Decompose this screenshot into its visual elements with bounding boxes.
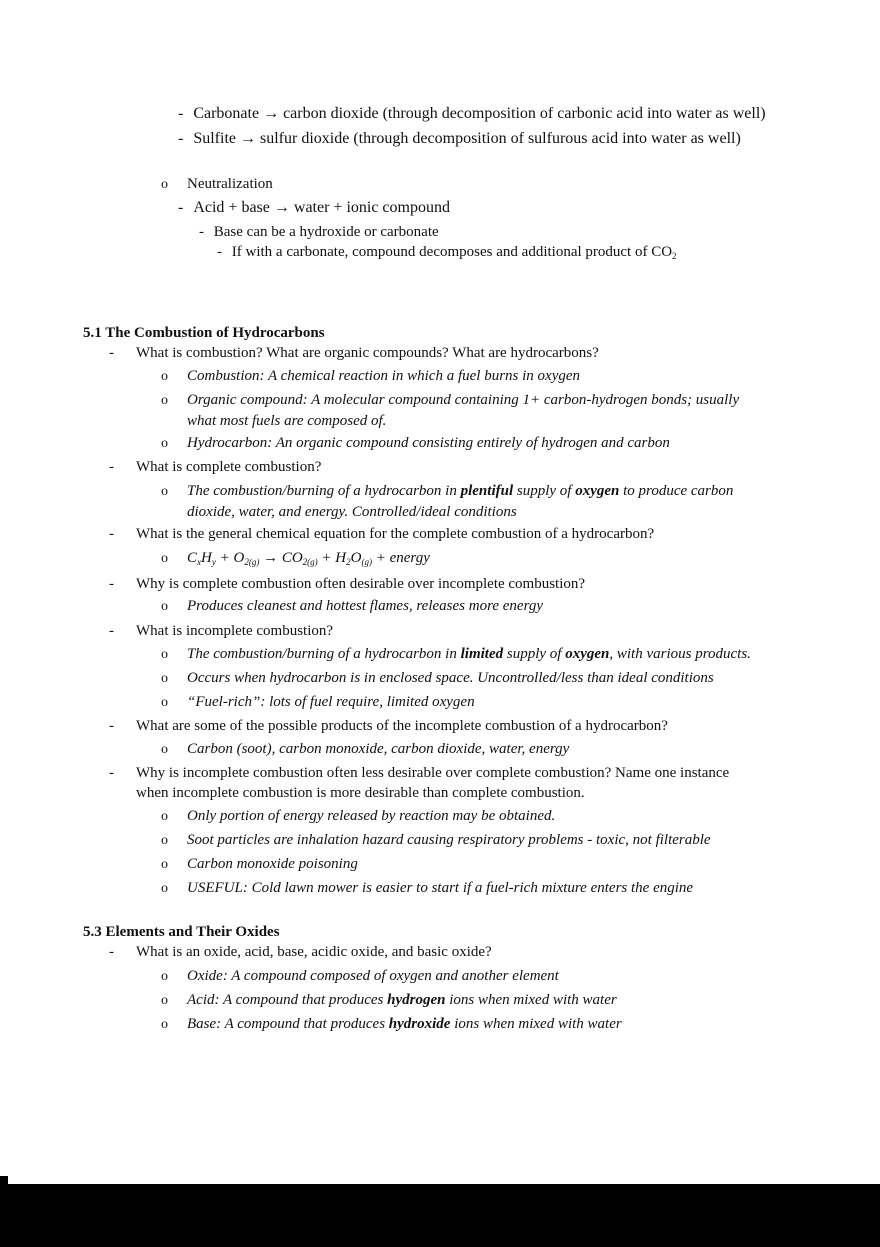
neutralization-sub2 [199,222,439,242]
question-oxide: What is an oxide, acid, base, acidic oxide, and basic oxide? [136,944,492,960]
dash-marker: - [199,224,204,240]
sulfite-text: Sulfite → sulfur dioxide (through decomposition of sulfurous acid into water as well) [193,130,741,147]
question-5: What is incomplete combustion? [136,623,334,639]
question-1: What is combustion? What are organic compounds? What are hydrocarbons? [136,345,599,361]
dash-marker: - [109,718,114,734]
bold-oxygen: oxygen [575,483,620,499]
circle-bullet-icon: o [161,742,168,757]
text: The combustion/burning of a hydrocarbon in [187,646,461,662]
subscript: 2 [672,251,677,261]
dash-marker: - [178,130,184,147]
circle-bullet-icon: o [161,599,168,614]
eq-sub: (g) [361,557,372,567]
answer-portion-energy: Only portion of energy released by reaction may be obtained. [187,808,556,824]
eq-part: → CO [259,550,303,566]
eq-part: C [187,550,198,566]
question-2: What is complete combustion? [136,459,322,475]
text: Base: A compound that produces [187,1016,389,1032]
text: supply of [503,646,566,662]
answer-base [187,1014,622,1034]
question-7: Why is incomplete combustion often less desirable over complete combustion? Name one instance [136,765,730,781]
answer-fuel-rich: “Fuel-rich”: lots of fuel require, limited oxygen [187,694,475,710]
eq-part: + energy [371,550,430,566]
text: Acid: A compound that produces [187,992,388,1008]
neutralization-sub1 [178,198,450,218]
dash-marker: - [178,105,184,122]
bottom-black-bar [0,1184,880,1247]
circle-bullet-icon: o [161,969,168,984]
answer-combustion: Combustion: A chemical reaction in which a fuel burns in oxygen [187,368,581,384]
answer-acid [187,990,617,1010]
answer-organic-compound-cont: what most fuels are composed of. [187,413,387,429]
circle-bullet-icon: o [161,833,168,848]
question-3: What is the general chemical equation for the complete combustion of a hydrocarbon? [136,526,655,542]
circle-bullet-icon: o [161,177,168,192]
text: , with various products. [609,646,751,662]
circle-bullet-icon: o [161,393,168,408]
circle-bullet-icon: o [161,647,168,662]
neutralization-sub3 [217,242,677,262]
text: to produce carbon [619,483,734,499]
answer-soot: Soot particles are inhalation hazard causing respiratory problems - toxic, not filterable [187,832,711,848]
bold-hydroxide: hydroxide [388,1016,451,1032]
text: The combustion/burning of a hydrocarbon in [187,483,461,499]
question-4: Why is complete combustion often desirable over incomplete combustion? [136,576,586,592]
section-heading-5-3: 5.3 Elements and Their Oxides [83,924,280,940]
dash-marker: - [109,526,114,542]
answer-incomplete-combustion [187,644,751,664]
answer-co-poisoning: Carbon monoxide poisoning [187,856,358,872]
answer-lawn-mower: USEFUL: Cold lawn mower is easier to start if a fuel-rich mixture enters the engine [187,880,694,896]
page-edge-notch [0,1176,8,1184]
circle-bullet-icon: o [161,671,168,686]
answer-desirable: Produces cleanest and hottest flames, releases more energy [187,598,544,614]
eq-sub: x [197,557,202,567]
eq-part: + O [215,550,245,566]
circle-bullet-icon: o [161,857,168,872]
sulfite-item [178,129,741,149]
answer-organic-compound: Organic compound: A molecular compound containing 1+ carbon-hydrogen bonds; usually [187,392,740,408]
bold-limited: limited [460,646,504,662]
bold-plentiful: plentiful [460,483,514,499]
dash-marker: - [109,576,114,592]
dash-marker: - [109,459,114,475]
eq-sub: 2 [346,557,351,567]
eq-sub: 2(g) [244,557,260,567]
section-heading-5-1: 5.1 The Combustion of Hydrocarbons [83,325,325,341]
carbonate-note: If with a carbonate, compound decomposes and additional product of CO [231,244,673,260]
base-text: Base can be a hydroxide or carbonate [213,224,439,240]
answer-enclosed-space: Occurs when hydrocarbon is in enclosed space. Uncontrolled/less than ideal conditions [187,670,714,686]
eq-part: H [201,550,212,566]
circle-bullet-icon: o [161,695,168,710]
circle-bullet-icon: o [161,436,168,451]
eq-part: O [350,550,362,566]
eq-part: + H [317,550,347,566]
circle-bullet-icon: o [161,1017,168,1032]
question-6: What are some of the possible products of the incomplete combustion of a hydrocarbon? [136,718,668,734]
answer-hydrocarbon: Hydrocarbon: An organic compound consisting entirely of hydrogen and carbon [187,435,670,451]
circle-bullet-icon: o [161,551,168,566]
acid-base-text: Acid + base → water + ionic compound [193,199,450,216]
answer-products: Carbon (soot), carbon monoxide, carbon dioxide, water, energy [187,741,570,757]
circle-bullet-icon: o [161,484,168,499]
text: ions when mixed with water [450,1016,622,1032]
dash-marker: - [217,244,222,260]
carbonate-text: Carbonate → carbon dioxide (through decomposition of carbonic acid into water as well) [193,105,766,122]
eq-sub: y [211,557,216,567]
carbonate-item [178,104,766,124]
text: ions when mixed with water [445,992,617,1008]
bold-hydrogen: hydrogen [387,992,446,1008]
answer-complete-combustion [187,481,733,501]
eq-sub: 2(g) [302,557,318,567]
answer-oxide: Oxide: A compound composed of oxygen and another element [187,968,559,984]
dash-marker: - [109,944,114,960]
neutralization-label: Neutralization [187,176,273,192]
dash-marker: - [109,623,114,639]
question-7-cont: when incomplete combustion is more desirable than complete combustion. [136,785,585,801]
circle-bullet-icon: o [161,809,168,824]
dash-marker: - [109,345,114,361]
bold-oxygen: oxygen [565,646,610,662]
circle-bullet-icon: o [161,881,168,896]
dash-marker: - [109,765,114,781]
text: supply of [513,483,576,499]
combustion-equation [187,548,430,568]
circle-bullet-icon: o [161,993,168,1008]
circle-bullet-icon: o [161,369,168,384]
answer-complete-combustion-cont: dioxide, water, and energy. Controlled/ideal conditions [187,504,517,520]
dash-marker: - [178,199,184,216]
